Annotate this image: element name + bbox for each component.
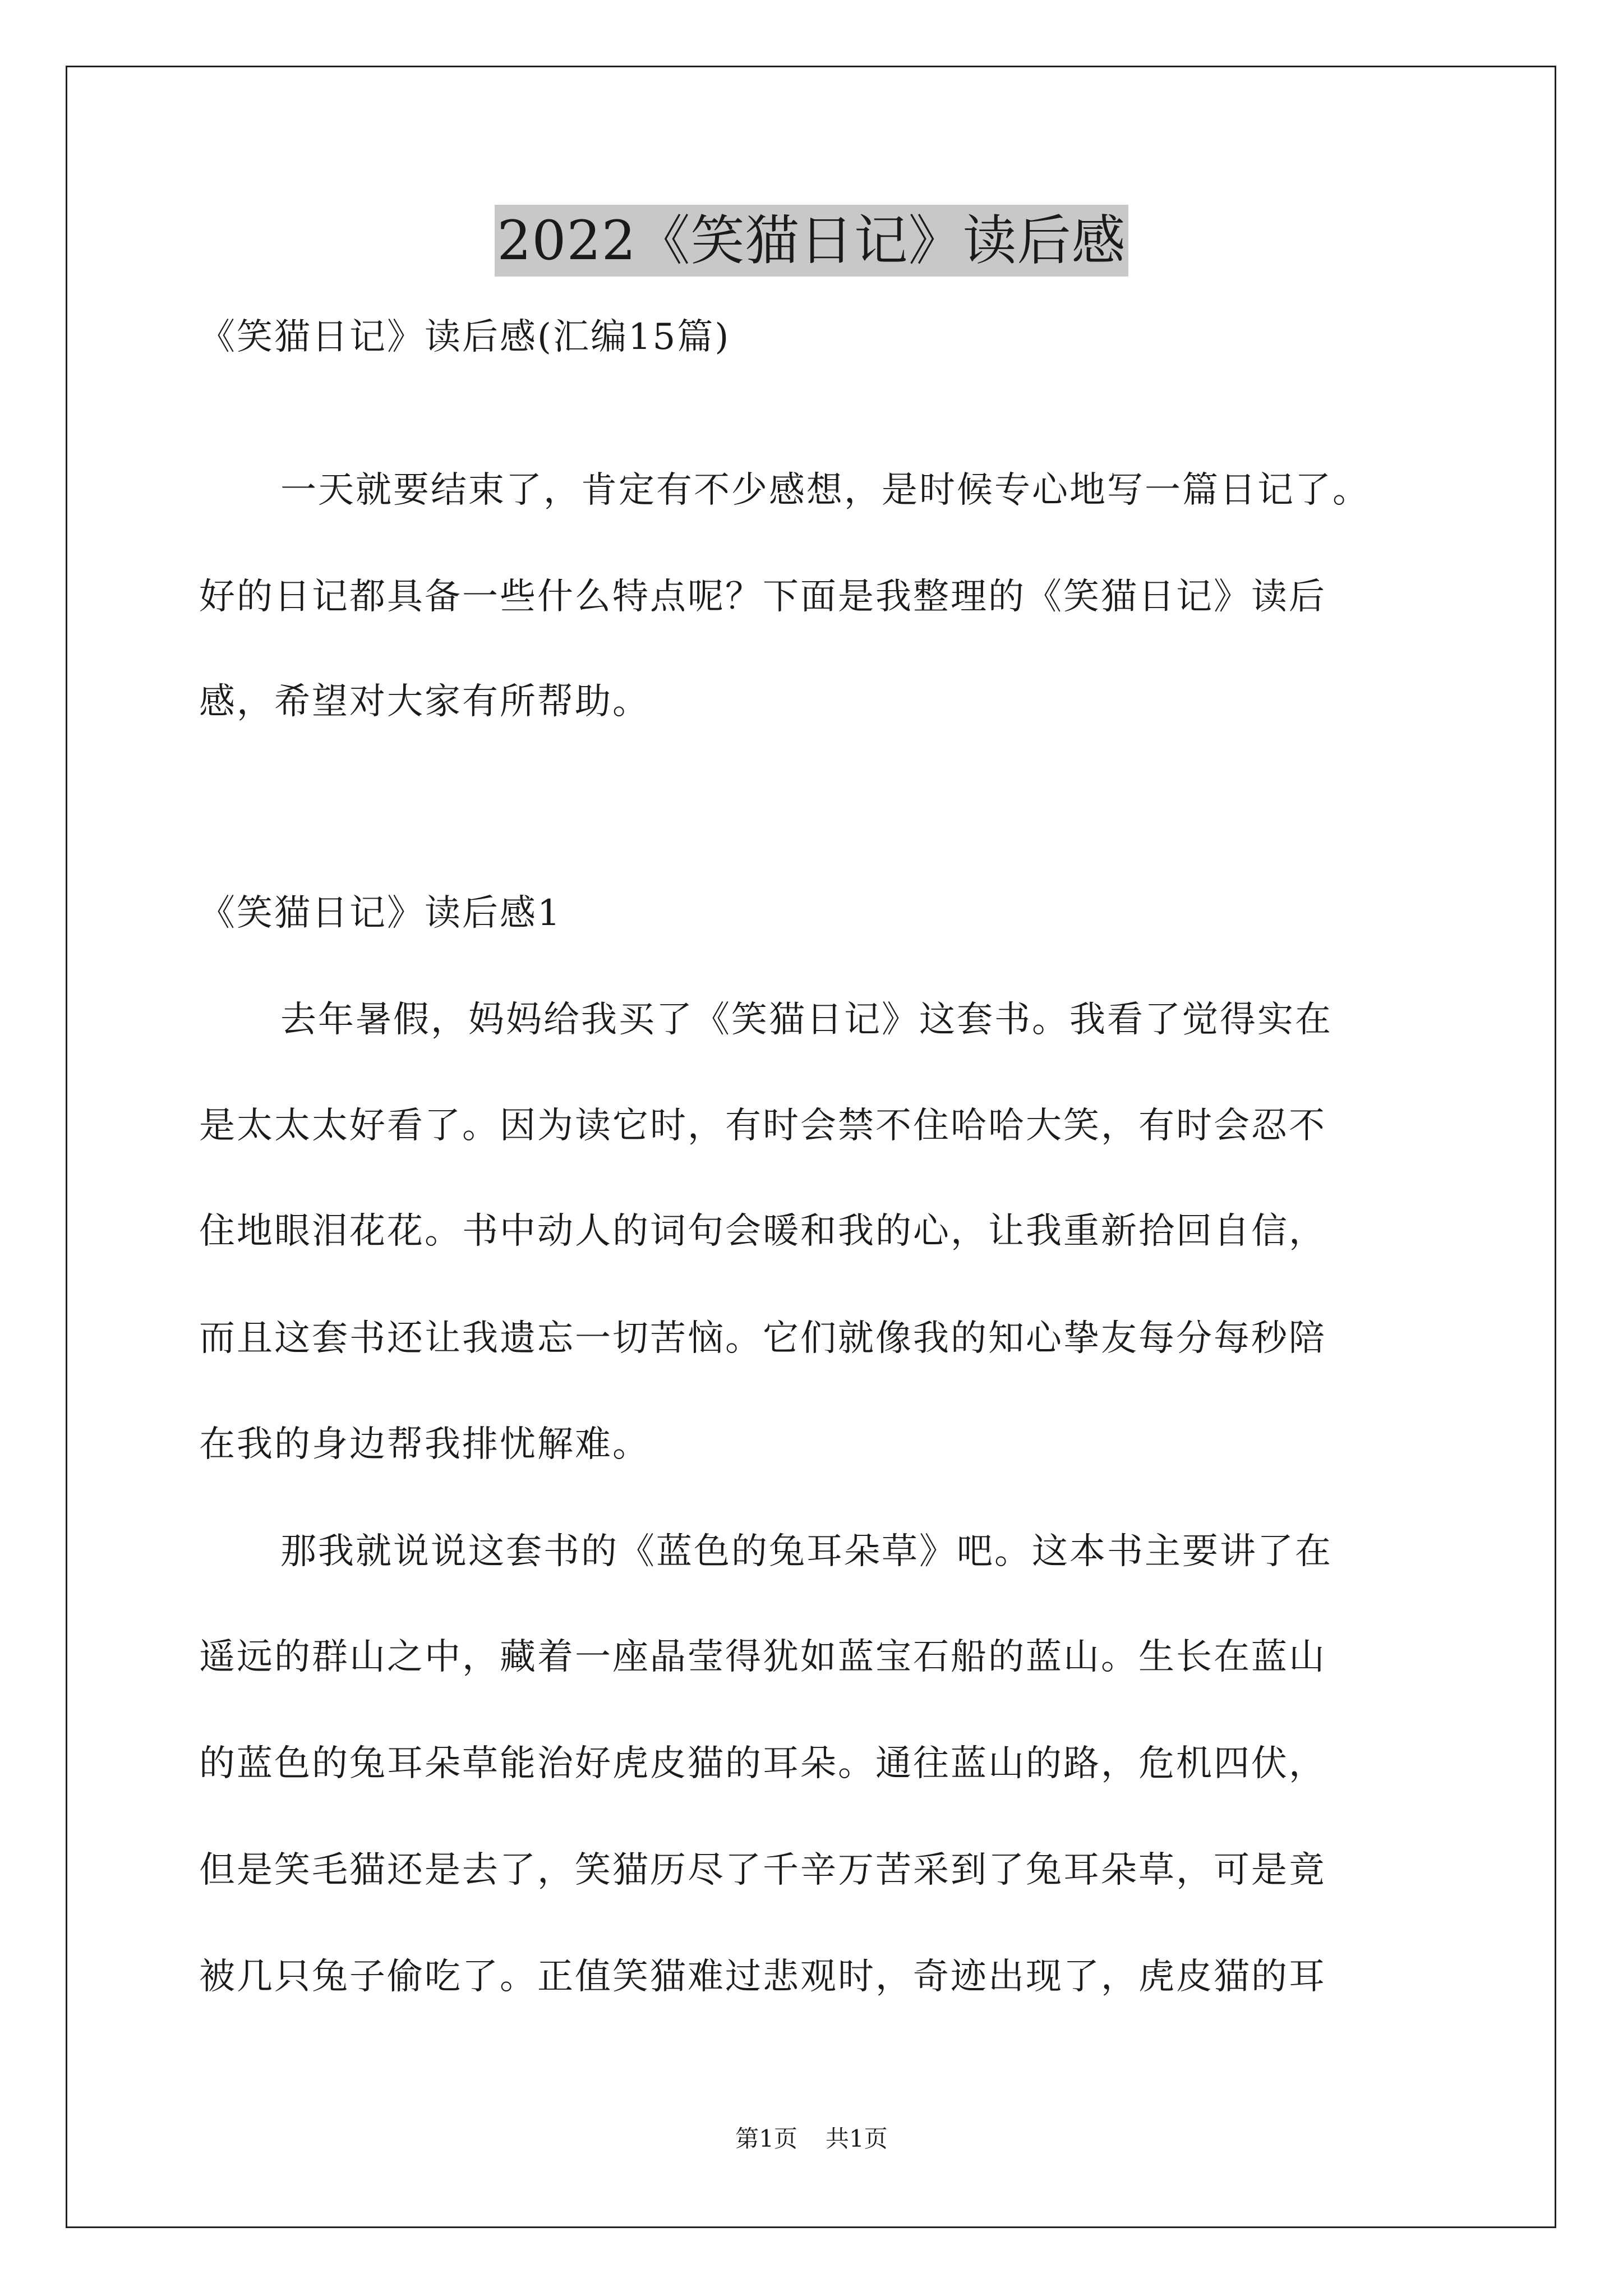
intro-line: 好的日记都具备一些什么特点呢？下面是我整理的《笑猫日记》读后 xyxy=(199,576,1326,618)
paragraph-line: 住地眼泪花花。书中动人的词句会暖和我的心，让我重新拾回自信， xyxy=(199,1211,1326,1252)
paragraph-line: 是太太太好看了。因为读它时，有时会禁不住哈哈大笑，有时会忍不 xyxy=(199,1105,1326,1147)
paragraph-line: 在我的身边帮我排忧解难。 xyxy=(199,1424,650,1465)
section-heading: 《笑猫日记》读后感1 xyxy=(199,892,562,934)
document-subtitle: 《笑猫日记》读后感(汇编15篇) xyxy=(199,316,731,358)
paragraph-line: 但是笑毛猫还是去了，笑猫历尽了千辛万苦采到了兔耳朵草，可是竟 xyxy=(199,1849,1326,1891)
paragraph-line: 去年暑假，妈妈给我买了《笑猫日记》这套书。我看了觉得实在 xyxy=(280,999,1332,1041)
page-title: 2022《笑猫日记》读后感 xyxy=(495,205,1128,277)
paragraph-line: 的蓝色的兔耳朵草能治好虎皮猫的耳朵。通往蓝山的路，危机四伏， xyxy=(199,1743,1326,1784)
page-total: 共1页 xyxy=(826,2125,888,2152)
paragraph-line: 那我就说说这套书的《蓝色的兔耳朵草》吧。这本书主要讲了在 xyxy=(280,1531,1332,1572)
paragraph-line: 遥远的群山之中，藏着一座晶莹得犹如蓝宝石船的蓝山。生长在蓝山 xyxy=(199,1636,1326,1678)
paragraph-line: 被几只兔子偷吃了。正值笑猫难过悲观时，奇迹出现了，虎皮猫的耳 xyxy=(199,1956,1326,1998)
paragraph-line: 而且这套书还让我遗忘一切苦恼。它们就像我的知心挚友每分每秒陪 xyxy=(199,1318,1326,1359)
page-number: 第1页 xyxy=(735,2125,797,2152)
intro-line: 一天就要结束了，肯定有不少感想，是时候专心地写一篇日记了。 xyxy=(280,470,1370,511)
page-footer xyxy=(0,2123,1623,2155)
intro-line: 感，希望对大家有所帮助。 xyxy=(199,681,650,723)
title-container xyxy=(0,205,1623,277)
